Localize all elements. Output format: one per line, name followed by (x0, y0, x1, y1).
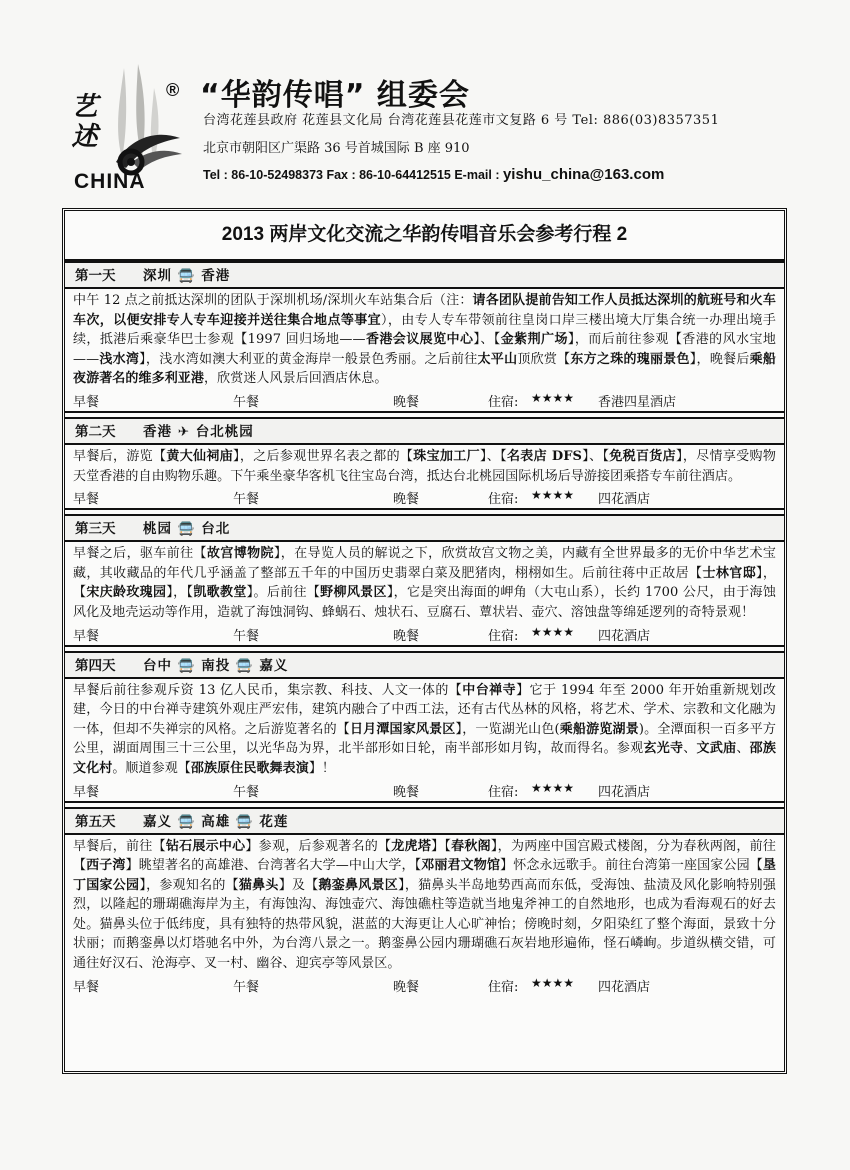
lodging-label: 住宿: (488, 979, 519, 995)
day-section (65, 645, 784, 801)
day-route: 台中 🚍 南投 🚍 嘉义 (143, 657, 289, 674)
day-route: 桃园 🚍 台北 (143, 521, 231, 538)
document-title: 2013 两岸文化交流之华韵传唱音乐会参考行程 2 (65, 211, 784, 261)
dinner-label: 晚餐 (393, 979, 420, 995)
lunch-label: 午餐 (233, 394, 260, 410)
day-header (65, 417, 784, 445)
breakfast-label: 早餐 (73, 492, 100, 508)
day-header (65, 651, 784, 679)
itinerary-frame (62, 208, 787, 1074)
day-number: 第三天 (75, 521, 116, 538)
day-description: 早餐之后，驱车前往【故宫博物院】，在导览人员的解说之下，欣赏故宫文物之美，内藏有全世界最多的无价中华艺术宝藏，其收藏品的年代几乎涵盖了整部五千年的中国历史翡翠白菜及肥猪肉，栩栩如生。后前往蒋中正故居【士林官邸】，【宋庆龄玫瑰园】，【凯歌教堂】。后前往【野柳风景区】，它是突出海面的岬角（大屯山系），长约 1700 公尺，由于海蚀风化及地壳运动等作用，造就了海蚀洞钩、蜂蜗石、烛状石、豆腐石、蕈状岩、壶穴、溶蚀盘等绵延逻列的奇特景观！ (73, 546, 777, 620)
dinner-label: 晚餐 (393, 628, 420, 644)
lodging-label: 住宿: (488, 492, 519, 508)
hotel-name: 四花酒店 (598, 492, 651, 508)
breakfast-label: 早餐 (73, 394, 100, 410)
dinner-label: 晚餐 (393, 492, 420, 508)
lunch-label: 午餐 (233, 492, 260, 508)
meal-lodging-row (65, 976, 784, 996)
hotel-name: 四花酒店 (598, 979, 651, 995)
yishu-china-logo (62, 58, 187, 198)
hotel-name: 四花酒店 (598, 628, 651, 644)
dinner-label: 晚餐 (393, 394, 420, 410)
day-description: 早餐后前往参观斥资 13 亿人民币，集宗教、科技、人文一体的【中台禅寺】它于 1994 年至 2000 年开始重新规划改建，今日的中台禅寺建筑外观庄严宏伟，建筑内融合了中西工法，还有古代丛林的风格，将艺术、学术、宗教和文化融为一体，但却不失禅宗的风格。之后游览著名的【日月潭国家风景区】，一览湖光山色(乘船游览湖景)。全潭面积一百多平方公里，湖面周围三十三公里，以光华岛为界，北半部形如日轮，南半部形如月钩，故而得名。参观玄光寺、文武庙、邵族文化村。顺道参观【邵族原住民歌舞表演】！ (73, 682, 777, 776)
day-section (65, 411, 784, 508)
registered-mark: ® (166, 80, 180, 100)
day-section (65, 508, 784, 644)
contact-phone-fax: Tel : 86-10-52498373 Fax : 86-10-64412515 E-mail : (203, 168, 503, 182)
dinner-label: 晚餐 (393, 784, 420, 800)
logo-china-text: CHINA (74, 170, 146, 193)
day-description: 早餐后，游览【黄大仙祠庙】，之后参观世界名表之都的【珠宝加工厂】、【名表店 DFS】、【免税百货店】，尽情享受购物天堂香港的自由购物乐趣。下午乘坐豪华客机飞往宝岛台湾，抵达台北桃园国际机场后导游接团乘搭专车前往酒店。 (73, 448, 776, 484)
day-header (65, 807, 784, 835)
lunch-label: 午餐 (233, 784, 260, 800)
address-beijing: 北京市朝阳区广渠路 36 号首城国际 B 座 910 (203, 141, 470, 156)
day-header (65, 261, 784, 289)
lodging-label: 住宿: (488, 394, 519, 410)
contact-line (203, 166, 664, 183)
org-title: “华韵传唱” 组委会 (200, 78, 470, 113)
day-number: 第二天 (75, 423, 116, 440)
day-route: 嘉义 🚍 高雄 🚍 花莲 (143, 813, 289, 830)
star-rating: ★★★★ (531, 488, 575, 503)
logo-chinese-text: 艺述 (67, 92, 97, 152)
hotel-name: 香港四星酒店 (598, 394, 677, 410)
day-number: 第四天 (75, 657, 116, 674)
meal-lodging-row (65, 488, 784, 508)
meal-lodging-row (65, 625, 784, 645)
day-route: 深圳 🚍 香港 (143, 268, 231, 284)
itinerary-days (65, 261, 784, 996)
breakfast-label: 早餐 (73, 628, 100, 644)
star-rating: ★★★★ (531, 624, 575, 639)
day-description: 中午 12 点之前抵达深圳的团队于深圳机场/深圳火车站集合后（注：请各团队提前告知工作人员抵达深圳的航班号和火车车次，以便安排专人专车迎接并送往集合地点等事宜），由专人专车带领前往皇岗口岸三楼出境大厅集合统一办理出境手续，抵港后乘豪华巴士参观【1997 回归场地——香港会议展览中心】、【金紫荆广场】，而后前往参观【香港的风水宝地——浅水湾】，浅水湾如澳大利亚的黄金海岸一般景色秀丽。之后前往太平山顶欣赏【东方之珠的瑰丽景色】，晚餐后乘船夜游著名的维多利亚港，欣赏迷人风景后回酒店休息。 (73, 293, 776, 387)
hotel-name: 四花酒店 (598, 784, 651, 800)
star-rating: ★★★★ (531, 390, 575, 405)
star-rating: ★★★★ (531, 975, 575, 990)
lunch-label: 午餐 (233, 979, 260, 995)
day-header (65, 514, 784, 542)
breakfast-label: 早餐 (73, 784, 100, 800)
day-number: 第五天 (75, 813, 116, 830)
lunch-label: 午餐 (233, 628, 260, 644)
letterhead (0, 0, 850, 200)
day-route: 香港 ✈ 台北桃园 (143, 423, 254, 440)
day-section (65, 261, 784, 411)
lodging-label: 住宿: (488, 784, 519, 800)
star-rating: ★★★★ (531, 780, 575, 795)
meal-lodging-row (65, 391, 784, 411)
lodging-label: 住宿: (488, 628, 519, 644)
day-section (65, 801, 784, 996)
day-number: 第一天 (75, 268, 116, 284)
meal-lodging-row (65, 781, 784, 801)
address-taiwan: 台湾花莲县政府 花莲县文化局 台湾花莲县花莲市文复路 6 号 Tel: 886(03)8357351 (203, 113, 720, 128)
contact-email[interactable]: yishu_china@163.com (502, 166, 665, 183)
breakfast-label: 早餐 (73, 979, 100, 995)
day-description: 早餐后，前往【钻石展示中心】参观，后参观著名的【龙虎塔】【春秋阁】，为两座中国宫殿式楼阁，分为春秋两阁，前往【西子湾】眺望著名的高雄港、台湾著名大学—中山大学，【邓丽君文物馆】怀念永远歌手。前往台湾第一座国家公园【垦丁国家公园】，参观知名的【猫鼻头】及【鹅銮鼻风景区】，猫鼻头半岛地势西高而东低，受海蚀、盐渍及风化影响特别强烈，以隆起的珊瑚礁海岸为主，有海蚀沟、海蚀壶穴、海蚀礁柱等造就当地鬼斧神工的自然地形，也成为看海观石的好去处。猫鼻头位于低纬度，具有独特的热带风貌，湛蓝的大海更让人心旷神怡；傍晚时刻，夕阳染红了整个海面，景致十分状丽；而鹅銮鼻以灯塔驰名中外，为台湾八景之一。鹅銮鼻公园内珊瑚礁石灰岩地形遍佈，怪石嶙峋。步道纵横交错，可通往好汉石、沧海亭、叉一村、幽谷、迎宾亭等风景区。 (73, 838, 777, 972)
